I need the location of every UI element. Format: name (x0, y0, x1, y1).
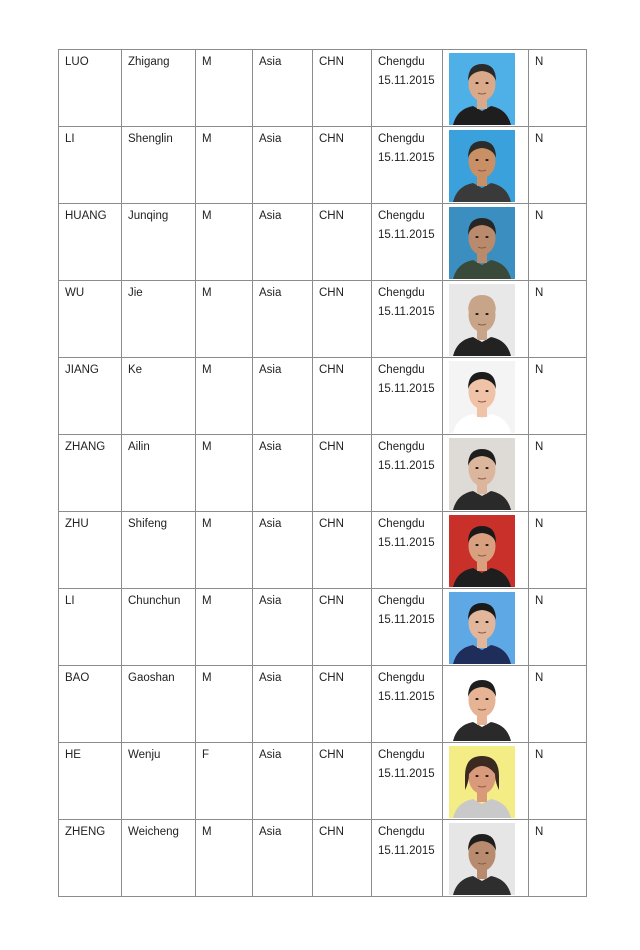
country-cell (313, 666, 372, 743)
athlete-photo (449, 207, 515, 279)
photo-cell (443, 589, 529, 666)
surname-cell-text: HE (65, 749, 81, 761)
continent-cell (253, 281, 313, 358)
surname-cell (59, 204, 122, 281)
country-cell-text: CHN (319, 364, 344, 376)
surname-cell-text: WU (65, 287, 85, 299)
table-row (59, 512, 587, 589)
table-row (59, 743, 587, 820)
continent-cell (253, 820, 313, 897)
athlete-photo (449, 361, 515, 433)
gender-cell (196, 512, 253, 589)
surname-cell-text: ZHU (65, 518, 89, 530)
gender-cell-text: M (202, 672, 212, 684)
flag-text: N (535, 672, 544, 684)
table-row (59, 589, 587, 666)
gender-cell-text: M (202, 364, 212, 376)
continent-cell (253, 666, 313, 743)
continent-cell-text: Asia (259, 287, 282, 299)
continent-cell-text: Asia (259, 210, 282, 222)
athlete-photo (449, 746, 515, 818)
gender-cell (196, 743, 253, 820)
flag-text: N (535, 364, 544, 376)
flag-cell (529, 743, 587, 820)
flag-cell (529, 50, 587, 127)
table-row (59, 358, 587, 435)
location-date-cell (372, 820, 443, 897)
table-row (59, 820, 587, 897)
photo-cell (443, 666, 529, 743)
given-name-cell (122, 50, 196, 127)
country-cell-text: CHN (319, 749, 344, 761)
gender-cell-text: M (202, 133, 212, 145)
flag-text: N (535, 826, 544, 838)
country-cell (313, 512, 372, 589)
location-date-cell (372, 127, 443, 204)
location-date-cell (372, 666, 443, 743)
surname-cell-text: ZHENG (65, 826, 106, 838)
given-name-cell-text: Ke (128, 364, 143, 376)
country-cell-text: CHN (319, 56, 344, 68)
country-cell (313, 358, 372, 435)
surname-cell (59, 435, 122, 512)
surname-cell-text: JIANG (65, 364, 99, 376)
flag-text: N (535, 441, 544, 453)
table-row (59, 50, 587, 127)
given-name-cell (122, 512, 196, 589)
country-cell-text: CHN (319, 133, 344, 145)
athlete-photo (449, 438, 515, 510)
date-text: 15.11.2015 (378, 152, 435, 164)
surname-cell (59, 512, 122, 589)
gender-cell (196, 127, 253, 204)
gender-cell-text: M (202, 518, 212, 530)
gender-cell-text: M (202, 826, 212, 838)
continent-cell-text: Asia (259, 133, 282, 145)
date-text: 15.11.2015 (378, 537, 435, 549)
photo-cell (443, 50, 529, 127)
photo-cell (443, 204, 529, 281)
flag-text: N (535, 56, 544, 68)
surname-cell (59, 743, 122, 820)
continent-cell (253, 50, 313, 127)
gender-cell-text: M (202, 56, 212, 68)
given-name-cell-text: Wenju (128, 749, 161, 761)
flag-cell (529, 820, 587, 897)
table-row (59, 127, 587, 204)
date-text: 15.11.2015 (378, 383, 435, 395)
city-text: Chengdu (378, 364, 425, 376)
flag-cell (529, 358, 587, 435)
gender-cell-text: F (202, 749, 210, 761)
surname-cell-text: LI (65, 595, 75, 607)
gender-cell (196, 204, 253, 281)
given-name-cell (122, 666, 196, 743)
country-cell (313, 435, 372, 512)
flag-cell (529, 435, 587, 512)
athlete-photo (449, 592, 515, 664)
location-date-cell (372, 435, 443, 512)
date-text: 15.11.2015 (378, 460, 435, 472)
given-name-cell (122, 743, 196, 820)
city-text: Chengdu (378, 133, 425, 145)
city-text: Chengdu (378, 595, 425, 607)
given-name-cell-text: Jie (128, 287, 143, 299)
city-text: Chengdu (378, 210, 425, 222)
surname-cell-text: ZHANG (65, 441, 106, 453)
continent-cell-text: Asia (259, 595, 282, 607)
surname-cell-text: HUANG (65, 210, 107, 222)
date-text: 15.11.2015 (378, 614, 435, 626)
table-row (59, 666, 587, 743)
surname-cell-text: BAO (65, 672, 90, 684)
table-row (59, 204, 587, 281)
continent-cell (253, 512, 313, 589)
gender-cell (196, 820, 253, 897)
surname-cell (59, 358, 122, 435)
continent-cell (253, 435, 313, 512)
location-date-cell (372, 358, 443, 435)
flag-text: N (535, 749, 544, 761)
given-name-cell-text: Zhigang (128, 56, 170, 68)
country-cell-text: CHN (319, 210, 344, 222)
continent-cell (253, 127, 313, 204)
country-cell (313, 589, 372, 666)
city-text: Chengdu (378, 287, 425, 299)
given-name-cell (122, 358, 196, 435)
continent-cell-text: Asia (259, 364, 282, 376)
continent-cell-text: Asia (259, 672, 282, 684)
surname-cell-text: LI (65, 133, 75, 145)
gender-cell (196, 281, 253, 358)
given-name-cell-text: Gaoshan (128, 672, 175, 684)
date-text: 15.11.2015 (378, 75, 435, 87)
gender-cell (196, 435, 253, 512)
continent-cell (253, 358, 313, 435)
given-name-cell-text: Ailin (128, 441, 150, 453)
continent-cell (253, 204, 313, 281)
gender-cell (196, 589, 253, 666)
location-date-cell (372, 512, 443, 589)
flag-text: N (535, 287, 544, 299)
gender-cell-text: M (202, 595, 212, 607)
given-name-cell-text: Shenglin (128, 133, 173, 145)
country-cell-text: CHN (319, 595, 344, 607)
continent-cell-text: Asia (259, 441, 282, 453)
surname-cell (59, 666, 122, 743)
photo-cell (443, 512, 529, 589)
gender-cell-text: M (202, 441, 212, 453)
city-text: Chengdu (378, 672, 425, 684)
country-cell (313, 820, 372, 897)
location-date-cell (372, 743, 443, 820)
flag-cell (529, 589, 587, 666)
city-text: Chengdu (378, 518, 425, 530)
flag-cell (529, 127, 587, 204)
continent-cell (253, 589, 313, 666)
surname-cell (59, 127, 122, 204)
given-name-cell-text: Chunchun (128, 595, 181, 607)
location-date-cell (372, 204, 443, 281)
surname-cell (59, 589, 122, 666)
given-name-cell-text: Junqing (128, 210, 169, 222)
photo-cell (443, 281, 529, 358)
country-cell (313, 127, 372, 204)
flag-cell (529, 281, 587, 358)
flag-text: N (535, 210, 544, 222)
athlete-photo (449, 515, 515, 587)
country-cell-text: CHN (319, 518, 344, 530)
surname-cell (59, 281, 122, 358)
date-text: 15.11.2015 (378, 768, 435, 780)
surname-cell (59, 50, 122, 127)
table-row (59, 281, 587, 358)
date-text: 15.11.2015 (378, 845, 435, 857)
gender-cell (196, 50, 253, 127)
photo-cell (443, 743, 529, 820)
country-cell (313, 743, 372, 820)
location-date-cell (372, 50, 443, 127)
flag-cell (529, 204, 587, 281)
country-cell-text: CHN (319, 672, 344, 684)
athlete-photo (449, 823, 515, 895)
given-name-cell-text: Shifeng (128, 518, 168, 530)
city-text: Chengdu (378, 749, 425, 761)
surname-cell-text: LUO (65, 56, 89, 68)
city-text: Chengdu (378, 441, 425, 453)
location-date-cell (372, 281, 443, 358)
gender-cell (196, 666, 253, 743)
athlete-photo (449, 669, 515, 741)
location-date-cell (372, 589, 443, 666)
flag-text: N (535, 595, 544, 607)
athlete-photo (449, 284, 515, 356)
athlete-table (58, 49, 587, 897)
date-text: 15.11.2015 (378, 306, 435, 318)
given-name-cell (122, 435, 196, 512)
given-name-cell-text: Weicheng (128, 826, 179, 838)
table-row (59, 435, 587, 512)
country-cell-text: CHN (319, 826, 344, 838)
continent-cell-text: Asia (259, 749, 282, 761)
continent-cell-text: Asia (259, 826, 282, 838)
given-name-cell (122, 281, 196, 358)
surname-cell (59, 820, 122, 897)
city-text: Chengdu (378, 56, 425, 68)
flag-text: N (535, 133, 544, 145)
photo-cell (443, 127, 529, 204)
gender-cell-text: M (202, 210, 212, 222)
athlete-photo (449, 53, 515, 125)
continent-cell-text: Asia (259, 56, 282, 68)
flag-cell (529, 512, 587, 589)
date-text: 15.11.2015 (378, 229, 435, 241)
given-name-cell (122, 204, 196, 281)
city-text: Chengdu (378, 826, 425, 838)
given-name-cell (122, 820, 196, 897)
gender-cell (196, 358, 253, 435)
continent-cell-text: Asia (259, 518, 282, 530)
country-cell (313, 50, 372, 127)
continent-cell (253, 743, 313, 820)
given-name-cell (122, 127, 196, 204)
flag-text: N (535, 518, 544, 530)
country-cell-text: CHN (319, 287, 344, 299)
athlete-table-body (59, 50, 587, 897)
gender-cell-text: M (202, 287, 212, 299)
country-cell-text: CHN (319, 441, 344, 453)
athlete-photo (449, 130, 515, 202)
date-text: 15.11.2015 (378, 691, 435, 703)
photo-cell (443, 820, 529, 897)
photo-cell (443, 435, 529, 512)
country-cell (313, 281, 372, 358)
photo-cell (443, 358, 529, 435)
given-name-cell (122, 589, 196, 666)
country-cell (313, 204, 372, 281)
flag-cell (529, 666, 587, 743)
